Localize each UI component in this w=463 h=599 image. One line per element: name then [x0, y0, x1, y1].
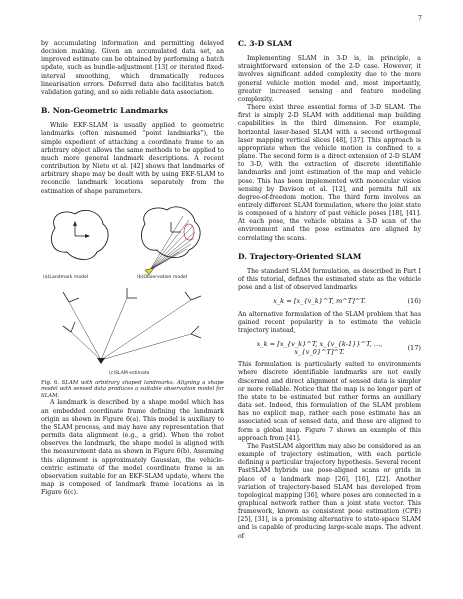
section-d-paragraph-3: This formulation is particularly suited to environments where discrete identifiable landmarks are not easily discerned and direct alignment of sensed data is simpler or more reliable. Notice that the map is no longer part of the state to be estimated but rather forms an auxiliary data set. Indeed, this formulation of the SLAM problem has no explicit map, rather each pose estimate has an associated scan of sensed data, and these are aligned to form a global map. Figure 7 shows an example of this approach from [41].: [238, 361, 421, 442]
caption-label: Fig. 6.: [41, 379, 60, 386]
right-column: [238, 40, 421, 541]
figure-6: [41, 202, 224, 378]
landmark-frames-c: [63, 288, 201, 338]
vehicle-b: [145, 268, 154, 275]
landmark-shape-a: [51, 210, 108, 259]
equation-16-body: x_k = [x_{v_k}^T, m^T]^T.: [273, 297, 366, 306]
section-d-heading: D. Trajectory-Oriented SLAM: [238, 251, 362, 261]
equation-17-body: x_k = [x_{v_k}^T, x_{v_{k-1}}^T, …, x_{v_0}^T]^T.: [256, 340, 383, 357]
figure-6-diagram: [41, 202, 224, 378]
section-c-heading: C. 3-D SLAM: [238, 39, 292, 48]
equation-16-number: (16): [407, 297, 421, 306]
section-b-paragraph: While EKF-SLAM is usually applied to geometric landmarks (often misnamed “point landmarks”), the simple expedient of attaching a coordinate frame to an arbitrary object allows the same methods to be applied to much more general landmark descriptions. A recent contribution by Nieto et al. [42] shows that landmarks of arbitrary shape may be dealt with by using EKF-SLAM to reconcile landmark locations separately from the estimation of shape parameters.: [41, 122, 224, 195]
section-c-paragraph: Implementing SLAM in 3-D is, in principle, a straightforward extension of the 2-D case. However, it involves significant added complexity due to the more general vehicle motion model and, most importantly, greater increased sensing and feature modeling complexity.: [238, 55, 421, 103]
section-d-paragraph-4: The FastSLAM algorithm may also be considered as an example of trajectory estimation, with each particle defining a particular trajectory hypothesis. Several recent FastSLAM hybrids use pose-aligned scans or grids in place of a landmark map [26], [16], [22]. Another variation of trajectory-based SLAM has developed from topological mapping [36], where poses are connected in a graphical network rather than a joint state vector. This framework, known as consistent pose estimation (CPE) [25], [31], is a promising alternative to state-space SLAM and is capable of producing large-scale maps. The advent of: [238, 442, 421, 540]
section-c-paragraph-2: There exist three essential forms of 3-D SLAM. The first is simply 2-D SLAM with additional map building capabilities in the third dimension. For example, horizontal laser-based SLAM with a second orthogonal laser mapping vertical slices [48], [37]. This approach is appropriate when the vehicle motion is confined to a plane. The second form is a direct extension of 2-D SLAM to 3-D, with the extraction of discrete identifiable landmarks and joint estimation of the map and vehicle pose. This has been implemented with monocular vision sensing by Davison et al. [12], and permits full six degree-of-freedom motion. The third form involves an entirely different SLAM formulation, where the joint state is composed of a history of past vehicle poses [18], [41]. At each pose, the vehicle obtains a 3-D scan of the environment and the pose estimates are aligned by correlating the scans.: [238, 104, 421, 242]
landmark-shape-b: [141, 206, 200, 257]
label-a: (a)Landmark model: [43, 274, 89, 280]
alignment-ellipse: [184, 224, 194, 240]
frame-a: [74, 222, 89, 237]
section-b-heading: B. Non-Geometric Landmarks: [41, 106, 168, 116]
observation-rays-c: [69, 298, 191, 360]
section-d-paragraph: The standard SLAM formulation, as described in Part I of this tutorial, defines the estimated state as the vehicle pose and a list of observed landmarks: [238, 267, 421, 292]
page-number: 7: [417, 14, 422, 22]
equation-17-number: (17): [407, 344, 421, 353]
intro-paragraph: by accumulating information and permitting delayed decision making. Given an accumulated data set, an improved estimate can be obtained by performing a batch update, such as bundle-adjustment [13] or iterated fixed-interval smoothing, which dramatically reduces linearisation errors. Deferred data also facilitates batch validation gating, and so aids reliable data association.: [41, 40, 224, 96]
equation-17: [238, 340, 421, 356]
vehicle-c: [97, 358, 105, 364]
closing-paragraph: A landmark is described by a shape model which has an embedded coordinate frame defining the landmark origin as shown in Figure 6(a). This model is auxiliary to the SLAM process, and may have any representation that permits data alignment (e.g., a grid). When the robot observes the landmark, the shape model is aligned with the measurement data as shown in Figure 6(b). Assuming this alignment is approximately Gaussian, the vehicle-centric estimate of the model coordinate frame is an observation suitable for an EKF-SLAM update, where the map is composed of landmark frame locations as in Figure 6(c).: [41, 399, 224, 497]
label-c: (c)SLAM estimate: [109, 370, 150, 376]
frame-b: [171, 222, 181, 232]
section-d-paragraph-2: An alternative formulation of the SLAM problem that has gained recent popularity is to estimate the vehicle trajectory instead,: [238, 310, 421, 334]
caption-text: SLAM with arbitrary shaped landmarks. Aligning a shape model with sensed data produces a suitable observation model for SLAM.: [41, 379, 224, 399]
equation-16: [238, 297, 421, 305]
figure-caption: [41, 380, 224, 400]
label-b: (b)Observation model: [137, 274, 188, 280]
left-column: [41, 40, 224, 497]
